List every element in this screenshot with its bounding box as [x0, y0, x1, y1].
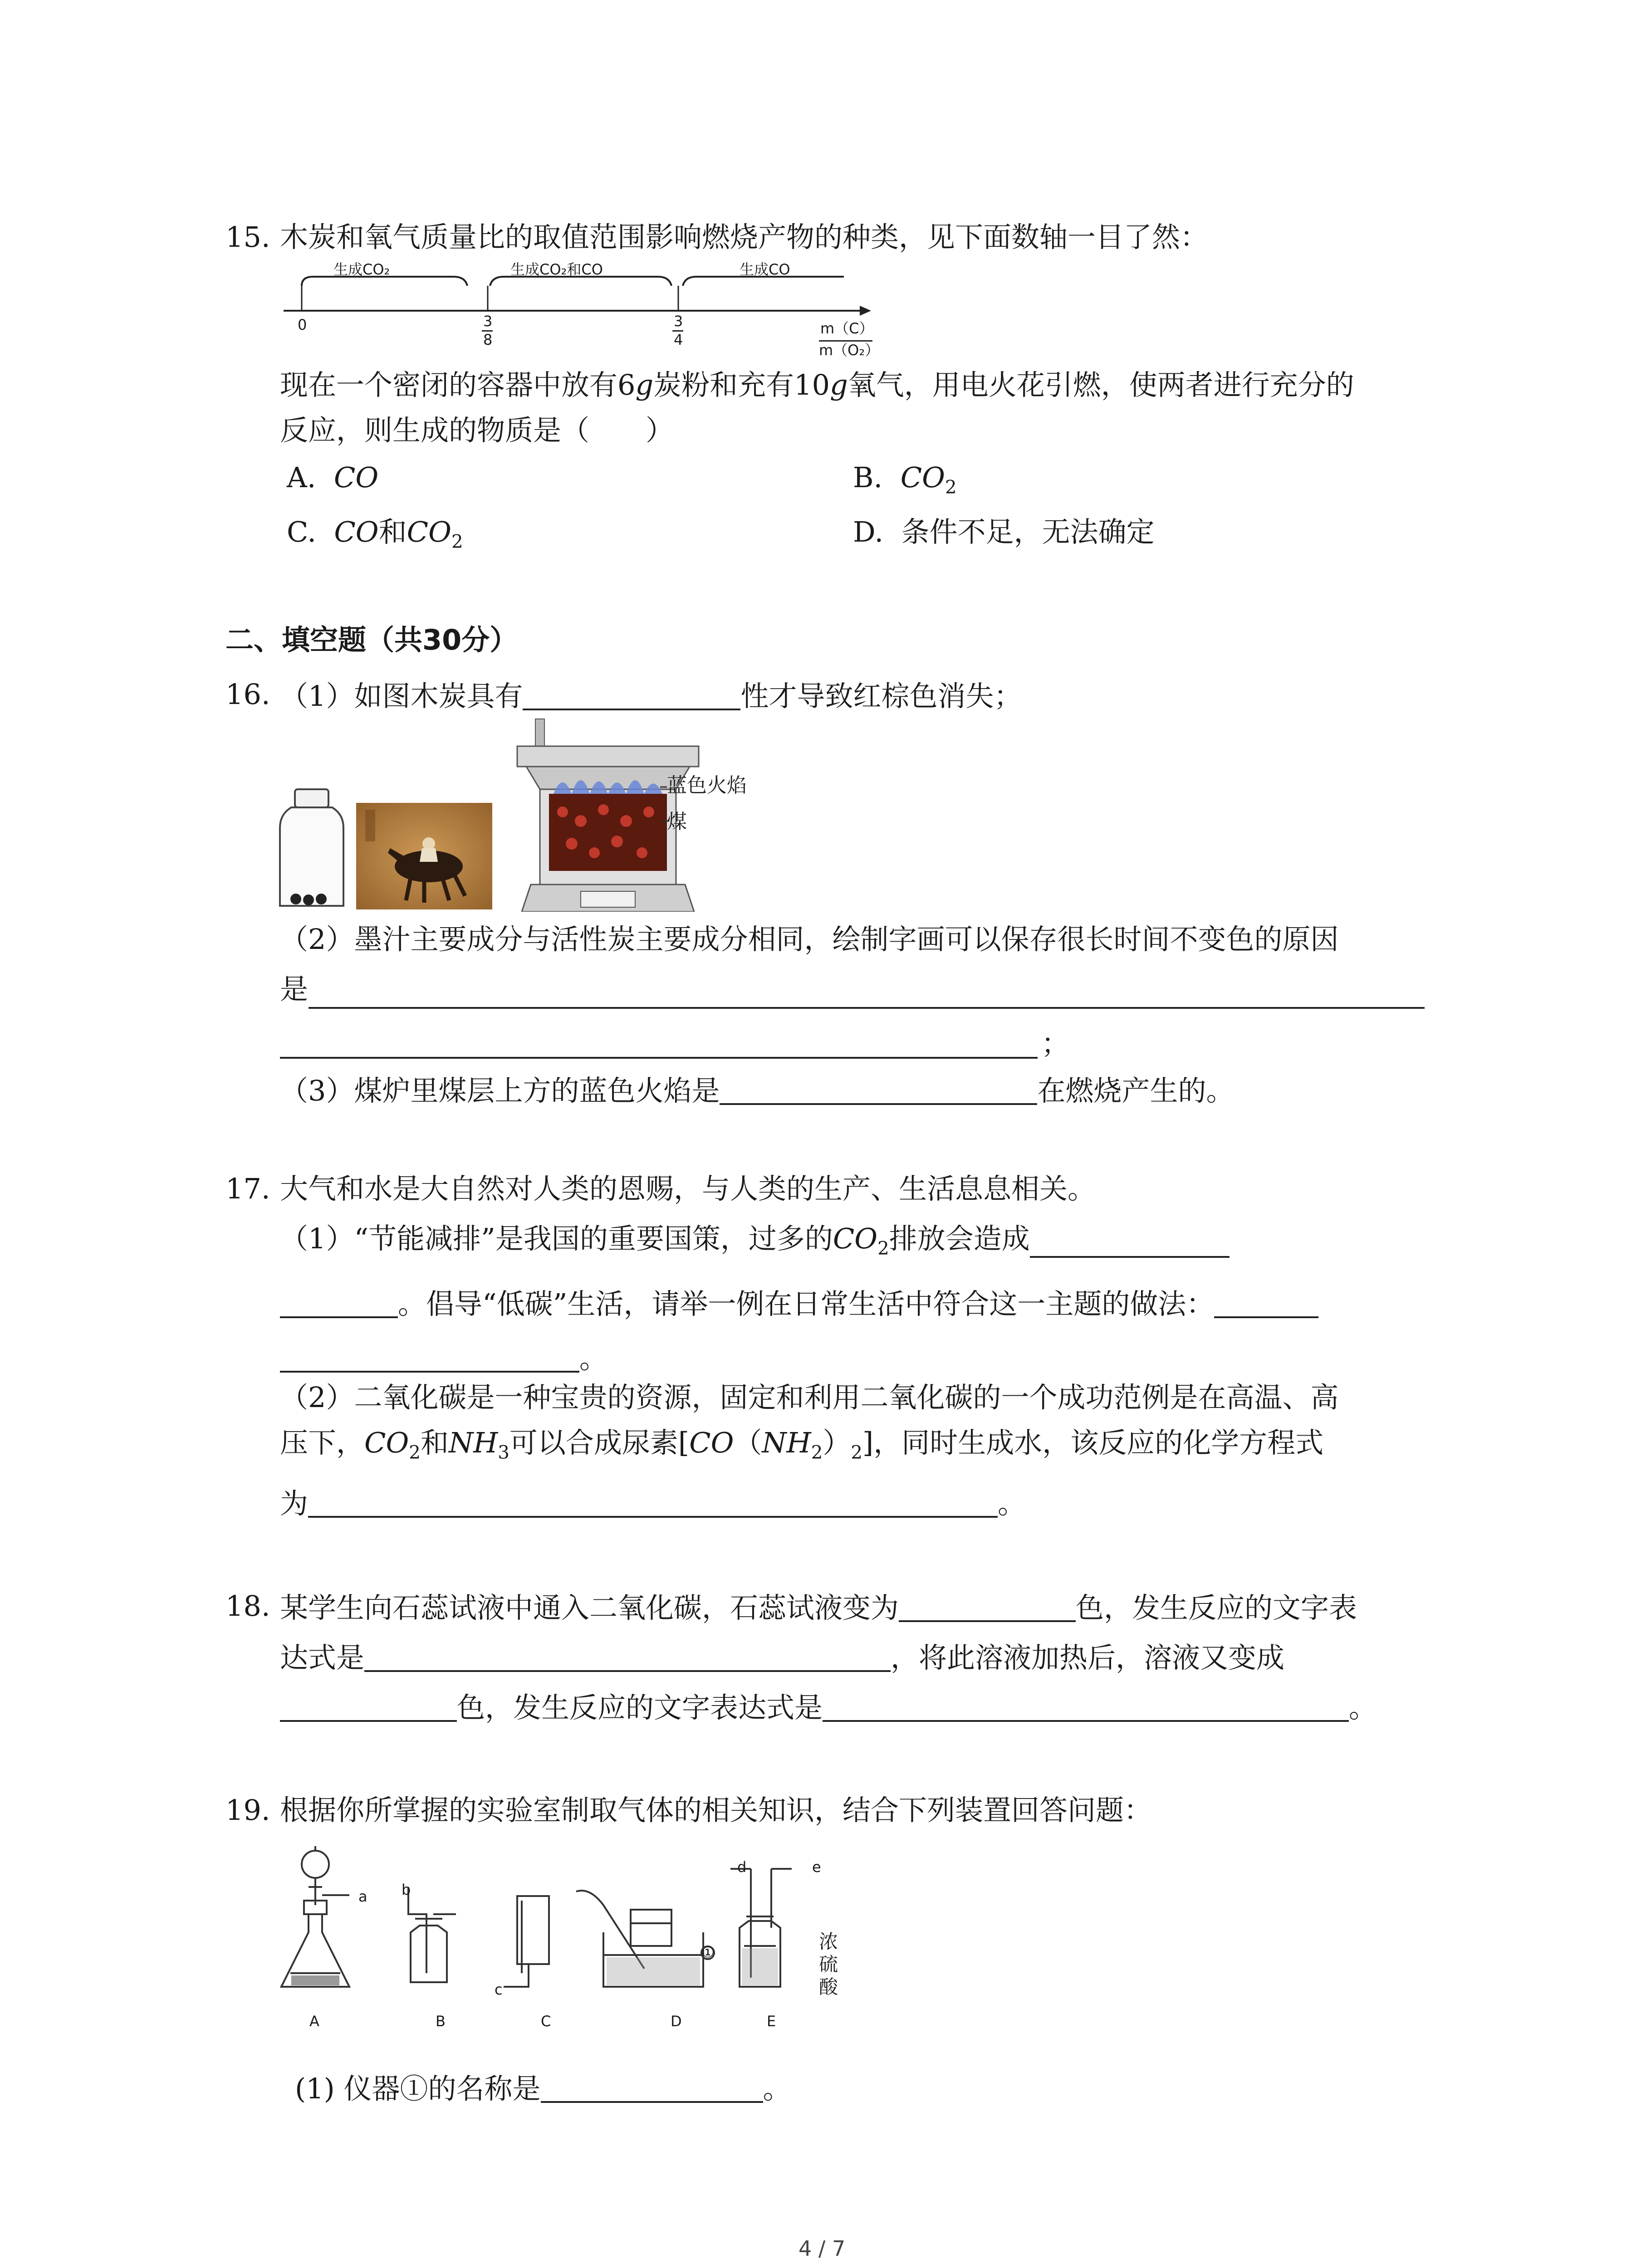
q18-number: 18. [225, 1589, 270, 1623]
apparatus-label-c: c [495, 1981, 503, 1998]
axis-ratio-den: m（O₂） [819, 342, 880, 359]
section-2-title: 二、填空题（共30分） [225, 623, 518, 656]
acid-label-1: 浓 [819, 1931, 838, 1953]
q15-option-d[interactable]: D. 条件不足，无法确定 [853, 515, 1155, 548]
acid-label-3: 酸 [819, 1976, 838, 1998]
q16-p2-end: ； [1041, 1027, 1070, 1060]
q17-number: 17. [225, 1172, 270, 1205]
jar-with-charcoal-image [278, 787, 346, 909]
axis-tick-3-8-den: 8 [483, 331, 493, 348]
q17-p2-line2: 压下，$CO_2$和$NH_3$可以合成尿素$[CO(NH_2)_2]$，同时生成水，该反应的化学方程式 [280, 1426, 1324, 1463]
q19-p1: (1) 仪器①的名称是 。 [295, 2072, 791, 2105]
apparatus-caption-d: D [671, 2013, 682, 2030]
q17-p1-line2: 。倡导“低碳”生活，请举一例在日常生活中符合这一主题的做法： [280, 1288, 1318, 1318]
q18-line3: 色，发生反应的文字表达式是 。 [280, 1692, 1377, 1722]
apparatus-label-a: a [358, 1888, 367, 1905]
q17-blank-1c[interactable] [1214, 1288, 1318, 1318]
q17-blank-2[interactable] [308, 1488, 998, 1518]
axis-label-co: 生成CO [740, 261, 790, 278]
q16-p1: （1）如图木炭具有 性才导致红棕色消失； [280, 679, 1022, 713]
q17-p1-line3: 。 [280, 1343, 607, 1373]
q15-option-a[interactable]: A. CO [287, 461, 379, 494]
q19-number: 19. [225, 1794, 270, 1827]
q16-blank-1[interactable] [523, 680, 740, 710]
q17-blank-1d[interactable] [280, 1343, 579, 1373]
q17-p1-line1: （1）“节能减排”是我国的重要国策，过多的$CO_2$排放会造成 [280, 1225, 1230, 1258]
axis-label-co2-co: 生成CO₂和CO [510, 261, 603, 278]
q17-p2-line1: （2）二氧化碳是一种宝贵的资源，固定和利用二氧化碳的一个成功范例是在高温、高 [280, 1381, 1339, 1414]
q16-p3: （3）煤炉里煤层上方的蓝色火焰是 在燃烧产生的。 [280, 1074, 1234, 1107]
q18-line2: 达式是 ，将此溶液加热后，溶液又变成 [280, 1641, 1285, 1674]
apparatus-label-circle-1: ① [701, 1944, 715, 1961]
q17-p2-line3: 为 。 [280, 1487, 1026, 1520]
q15-option-b[interactable]: B. $CO_2$ [853, 461, 957, 498]
acid-label-2: 硫 [819, 1953, 838, 1975]
apparatus-label-e: e [812, 1858, 821, 1876]
stove-label-coal: 煤 [667, 810, 687, 833]
axis-tick-0: 0 [298, 316, 307, 333]
ink-painting-image [356, 803, 492, 909]
q17-blank-1a[interactable] [1030, 1228, 1230, 1258]
q15-number: 15. [225, 220, 270, 254]
axis-tick-3-4-num: 3 [674, 313, 683, 330]
q16-blank-2a[interactable] [309, 1007, 1425, 1009]
q16-blank-2b[interactable] [280, 1057, 1038, 1059]
apparatus-label-b: b [402, 1881, 411, 1898]
lab-apparatus-diagram [277, 1837, 857, 2028]
q15-stem: 木炭和氧气质量比的取值范围影响燃烧产物的种类，见下面数轴一目了然： [280, 220, 1209, 254]
axis-ratio-num: m（C） [820, 320, 874, 337]
axis-label-co2: 生成CO₂ [333, 261, 390, 278]
stove-label-blue-flame: 蓝色火焰 [667, 774, 747, 797]
apparatus-caption-e: E [767, 2013, 776, 2030]
q18-blank-1[interactable] [899, 1592, 1076, 1622]
q18-line1: 某学生向石蕊试液中通入二氧化碳，石蕊试液变为 色，发生反应的文字表 [280, 1591, 1357, 1624]
apparatus-caption-a: A [309, 2013, 319, 2030]
apparatus-caption-b: B [436, 2013, 446, 2030]
q17-stem: 大气和水是大自然对人类的恩赐，与人类的生产、生活息息相关。 [280, 1172, 1096, 1205]
page-number: 4 / 7 [798, 2236, 846, 2261]
q17-blank-1b[interactable] [280, 1288, 398, 1318]
q15-text2: 反应，则生成的物质是（ ） [280, 414, 674, 447]
q15-option-c[interactable]: C. CO和$CO_2$ [287, 515, 463, 552]
q18-blank-4[interactable] [823, 1692, 1349, 1722]
q18-blank-3[interactable] [280, 1692, 457, 1722]
q16-blank-3[interactable] [720, 1075, 1037, 1105]
q18-blank-2[interactable] [364, 1642, 891, 1672]
axis-tick-3-8-num: 3 [483, 313, 493, 330]
apparatus-label-d: d [737, 1858, 747, 1876]
q19-stem: 根据你所掌握的实验室制取气体的相关知识，结合下列装置回答问题： [280, 1794, 1152, 1827]
q16-p2-line1: （2）墨汁主要成分与活性炭主要成分相同，绘制字画可以保存很长时间不变色的原因 [280, 923, 1339, 956]
q16-p2-line2: 是 [280, 973, 309, 1006]
q19-blank-1[interactable] [541, 2073, 763, 2103]
axis-tick-3-4-den: 4 [674, 331, 683, 348]
apparatus-caption-c: C [541, 2013, 551, 2030]
q16-number: 16. [225, 678, 270, 711]
q15-text1: 现在一个密闭的容器中放有6g炭粉和充有10g氧气，用电火花引燃，使两者进行充分的 [280, 368, 1354, 401]
